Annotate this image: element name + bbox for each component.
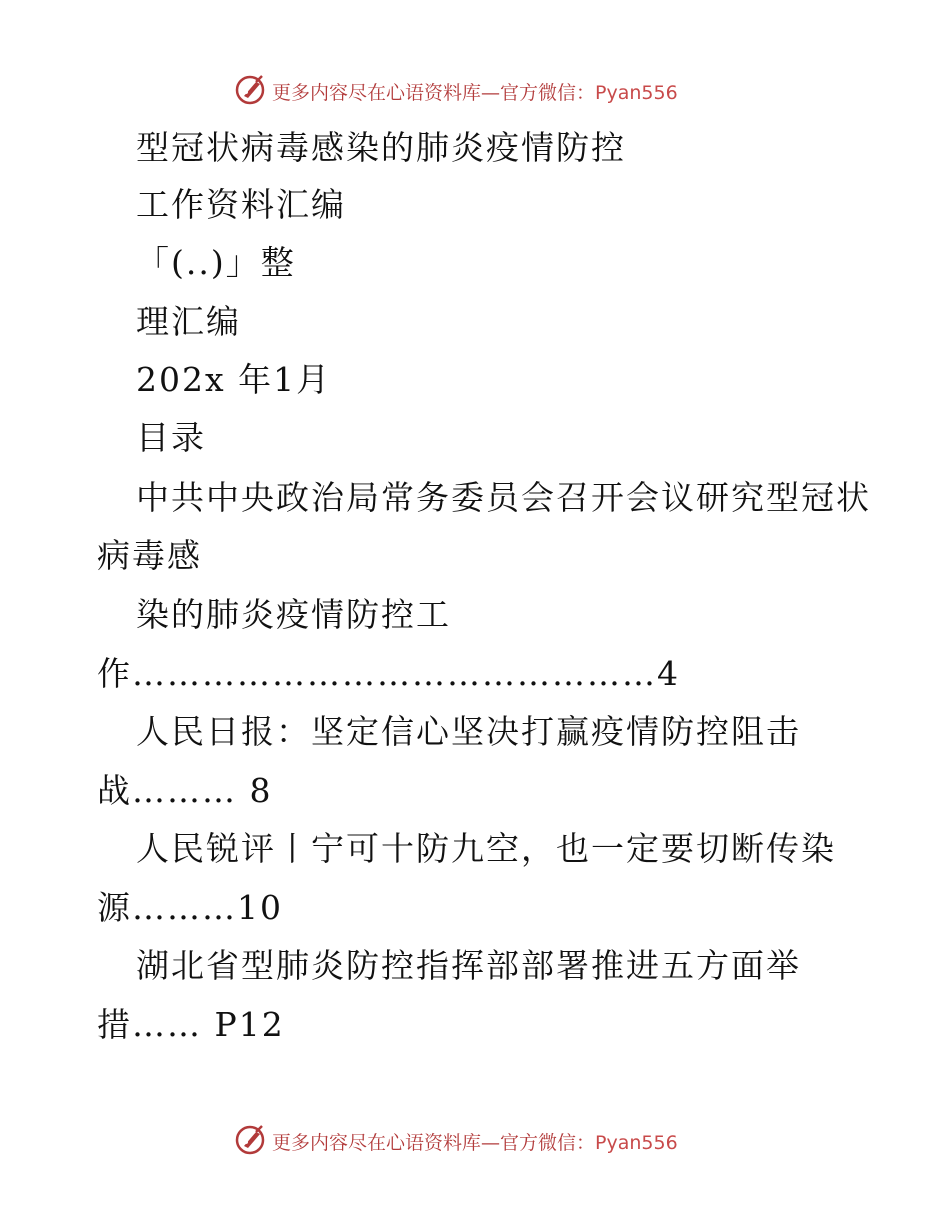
toc-item-2-line-1: 人民日报：坚定信心坚决打赢疫情防控阻击 <box>136 712 801 751</box>
wechat-id: Pyan556 <box>595 1132 678 1154</box>
toc-heading: 目录 <box>136 418 206 457</box>
toc-item-2-line-2: 战……… 8 <box>97 771 273 810</box>
doc-date: 202x 年1月 <box>136 360 332 399</box>
doc-editor-line-1: 「(..)」整 <box>136 243 296 282</box>
toc-item-1-line-1: 中共中央政治局常务委员会召开会议研究型冠状 <box>136 478 871 517</box>
doc-title-line-2: 工作资料汇编 <box>136 185 346 224</box>
pen-logo-icon <box>234 1122 268 1156</box>
toc-item-1-line-2: 病毒感 <box>97 536 202 575</box>
toc-item-1-line-3: 染的肺炎疫情防控工 <box>136 595 451 634</box>
toc-item-4-line-1: 湖北省型肺炎防控指挥部部署推进五方面举 <box>136 946 801 985</box>
watermark-text: 更多内容尽在心语资料库—官方微信：Pyan556 <box>272 1132 678 1154</box>
toc-item-3-line-1: 人民锐评丨宁可十防九空，也一定要切断传染 <box>136 829 836 868</box>
doc-editor-line-2: 理汇编 <box>136 302 241 341</box>
toc-item-4-line-2: 措…… P12 <box>97 1005 285 1044</box>
wechat-id: Pyan556 <box>595 82 678 104</box>
toc-item-1-line-4: 作………………………………………4 <box>97 654 680 693</box>
header-watermark <box>0 70 950 110</box>
footer-watermark <box>0 1120 950 1160</box>
watermark-text: 更多内容尽在心语资料库—官方微信：Pyan556 <box>272 82 678 104</box>
doc-title-line-1: 型冠状病毒感染的肺炎疫情防控 <box>136 128 626 167</box>
pen-logo-icon <box>234 72 268 106</box>
toc-item-3-line-2: 源………10 <box>97 888 283 927</box>
